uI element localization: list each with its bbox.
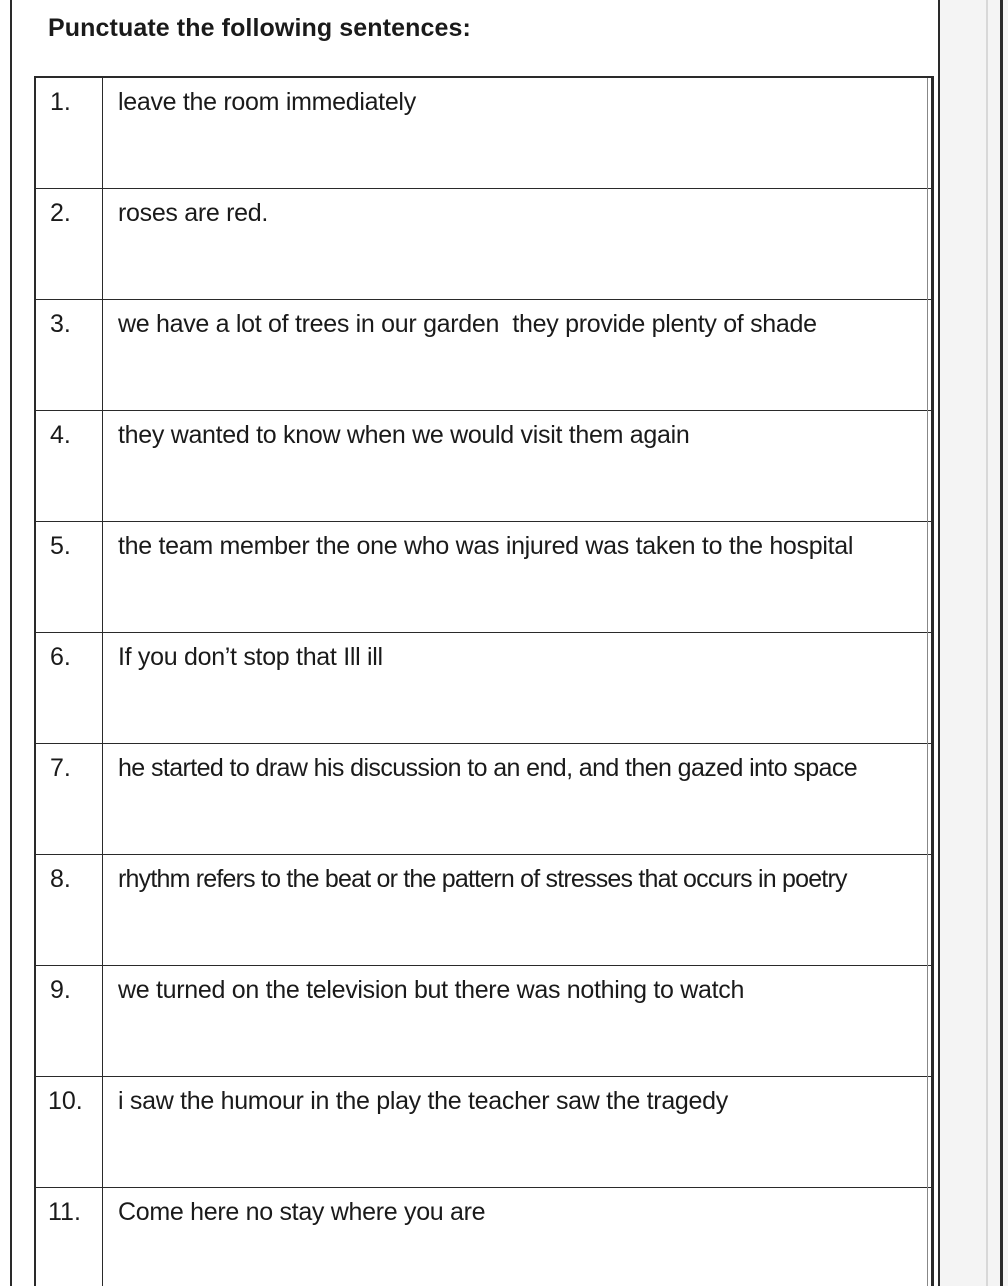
row-sentence: the team member the one who was injured was taken to the hospital — [118, 532, 854, 560]
row-sentence: they wanted to know when we would visit them again — [118, 421, 690, 449]
table-row-8 — [36, 855, 931, 966]
row-number: 9. — [50, 976, 71, 1004]
row-sentence: rhythm refers to the beat or the pattern of stresses that occurs in poetry — [118, 865, 847, 893]
row-sentence: we turned on the television but there was nothing to watch — [118, 976, 745, 1004]
margin-line — [986, 0, 988, 1286]
frame-left-line — [10, 0, 12, 1286]
row-number: 6. — [50, 643, 71, 671]
page-margin — [940, 0, 1008, 1286]
table-row-4 — [36, 411, 931, 522]
row-sentence: leave the room immediately — [118, 88, 416, 116]
row-number: 1. — [50, 88, 71, 116]
row-number: 4. — [50, 421, 71, 449]
worksheet-title: Punctuate the following sentences: — [48, 14, 471, 42]
table-row-6 — [36, 633, 931, 744]
row-number: 8. — [50, 865, 71, 893]
table-row-5 — [36, 522, 931, 633]
table-row-10 — [36, 1077, 931, 1188]
row-number: 10. — [48, 1087, 83, 1115]
row-number: 5. — [50, 532, 71, 560]
sentences-table — [34, 76, 934, 1286]
row-sentence: he started to draw his discussion to an end, and then gazed into space — [118, 754, 858, 782]
table-row-1 — [36, 78, 931, 189]
row-sentence: Come here no stay where you are — [118, 1198, 486, 1226]
table-row-11 — [36, 1188, 931, 1286]
row-number: 2. — [50, 199, 71, 227]
row-number: 3. — [50, 310, 71, 338]
row-number: 7. — [50, 754, 71, 782]
row-number: 11. — [48, 1198, 81, 1226]
row-sentence: roses are red. — [118, 199, 269, 227]
row-sentence: i saw the humour in the play the teacher saw the tragedy — [118, 1087, 728, 1115]
table-row-3 — [36, 300, 931, 411]
table-row-7 — [36, 744, 931, 855]
row-sentence: we have a lot of trees in our garden they provide plenty of shade — [118, 310, 817, 338]
row-sentence: If you don’t stop that Ill ill — [118, 643, 383, 671]
table-row-9 — [36, 966, 931, 1077]
margin-edge-line — [1000, 0, 1003, 1286]
table-row-2 — [36, 189, 931, 300]
